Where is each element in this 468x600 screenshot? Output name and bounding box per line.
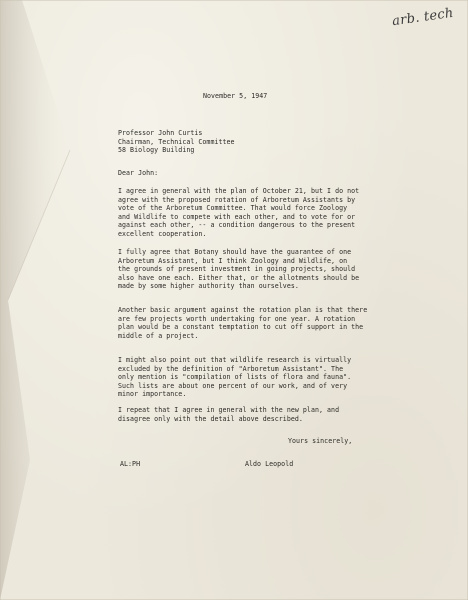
text-line: agree with the proposed rotation of Arboretum Assistants by (118, 195, 356, 204)
text-line: I repeat that I agree in general with the new plan, and (118, 406, 340, 414)
text-line: middle of a project. (118, 331, 199, 340)
signature-row (118, 460, 386, 470)
handwritten-note: arb. tech (391, 5, 455, 30)
letter-date: November 5, 1947 (203, 92, 268, 100)
text-line: the grounds of present investment in going projects, should (118, 265, 356, 274)
text-line: also have one each. Either that, or the allotments should be (118, 273, 360, 282)
paragraph-4 (118, 356, 386, 399)
recipient-address (118, 129, 235, 155)
text-line: I agree in general with the plan of October 21, but I do not (118, 187, 360, 195)
closing: Yours sincerely, (288, 437, 353, 445)
text-line: against each other, -- a condition dangerous to the present (118, 221, 356, 230)
text-line: I might also point out that wildlife research is virtually (118, 356, 352, 364)
paragraph-5 (118, 406, 386, 423)
paragraph-1 (118, 187, 386, 239)
text-line: only mention is "compilation of lists of flora and fauna". (118, 373, 352, 382)
reference-initials: AL:PH (120, 460, 141, 468)
text-line: minor importance. (118, 390, 187, 399)
text-line: excellent cooperation. (118, 229, 207, 238)
text-line: I fully agree that Botany should have the guarantee of one (118, 248, 352, 256)
paragraph-2 (118, 248, 386, 291)
text-line: and Wildlife to compete with each other, and to vote for or (118, 212, 356, 221)
text-line: vote of the Arboretum Committee. That would force Zoology (118, 204, 348, 213)
text-line: disagree only with the detail above described. (118, 414, 303, 423)
text-line: Another basic argument against the rotation plan is that there (118, 306, 368, 314)
text-line: Arboretum Assistant, but I think Zoology and Wildlife, on (118, 256, 348, 265)
paragraph-3 (118, 306, 386, 340)
text-line: excluded by the definition of "Arboretum Assistant". The (118, 364, 344, 373)
text-line: plan would be a constant temptation to cut off support in the (118, 323, 364, 332)
signer-name: Aldo Leopold (245, 460, 294, 468)
salutation: Dear John: (118, 169, 159, 177)
recipient-line: Professor John Curtis (118, 129, 203, 137)
text-line: made by some higher authority than ourselves. (118, 282, 299, 291)
recipient-line: Chairman, Technical Committee (118, 137, 235, 146)
text-line: Such lists are about one percent of our work, and of very (118, 381, 348, 390)
recipient-line: 58 Biology Building (118, 146, 195, 155)
text-line: are few projects worth undertaking for one year. A rotation (118, 314, 356, 323)
